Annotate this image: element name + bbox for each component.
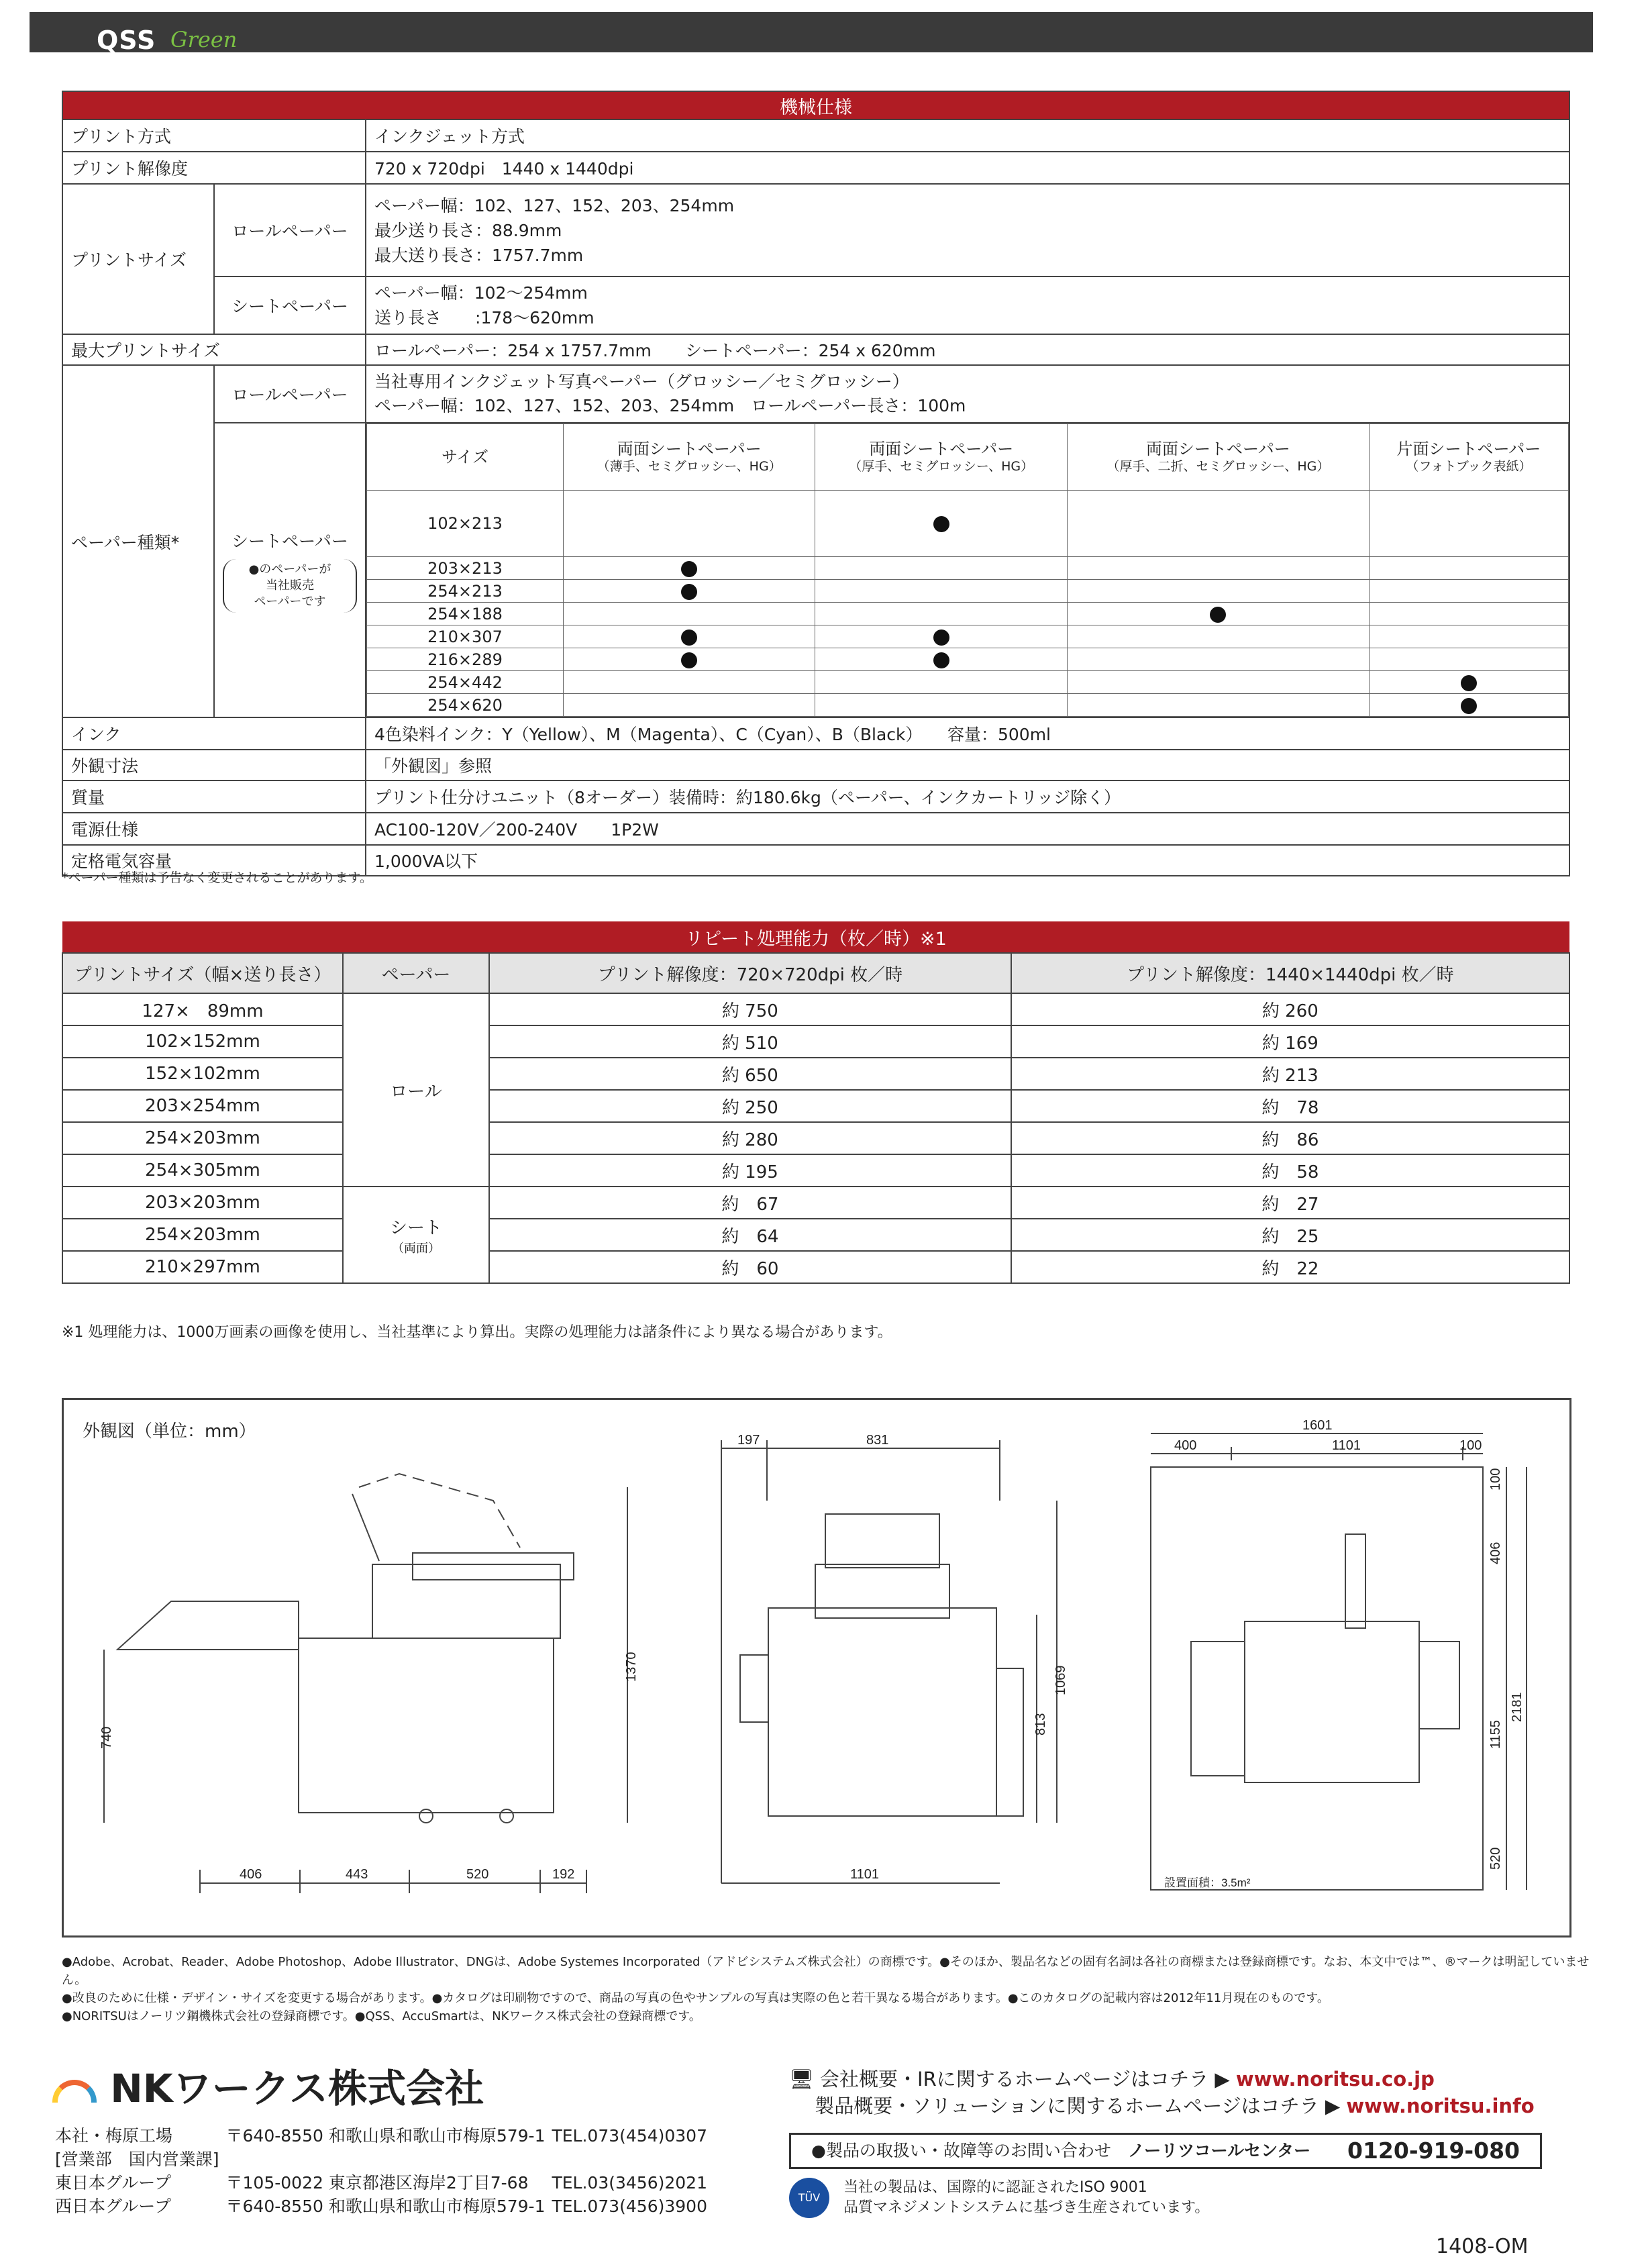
paper-size: 102×213: [367, 491, 564, 557]
call-center: ●製品の取扱い・故障等のお問い合わせ ノーリツコールセンター 0120-919-080: [789, 2133, 1542, 2169]
paper-size-row: [367, 557, 1569, 580]
col-header: プリントサイズ（幅×送り長さ）: [62, 953, 343, 993]
paper-mark: [564, 694, 815, 717]
paper-mark: [564, 557, 815, 580]
front-view: [721, 1440, 1057, 1883]
paper-mark: [1067, 648, 1369, 671]
spec-label: 外観寸法: [62, 750, 366, 781]
spec-value: 720 x 720dpi 1440 x 1440dpi: [366, 152, 1569, 184]
monitor-icon: 🖥: [789, 2068, 814, 2091]
throughput-720: 約 64: [489, 1219, 1011, 1251]
area-label: 設置面積：3.5m²: [1164, 1876, 1251, 1889]
link-url[interactable]: www.noritsu.info: [1346, 2095, 1535, 2117]
throughput-1440: 約 25: [1011, 1219, 1569, 1251]
dim-label: 100: [1488, 1468, 1503, 1491]
throughput-720: 約 750: [489, 993, 1011, 1025]
paper-mark: [815, 625, 1067, 648]
available-dot-icon: [1210, 607, 1226, 623]
side-view: [104, 1474, 627, 1893]
throughput-1440: 約 260: [1011, 993, 1569, 1025]
available-dot-icon: [681, 584, 697, 600]
spec-table: [62, 91, 1570, 876]
top-bar: [30, 12, 1593, 55]
print-size: 102×152mm: [62, 1025, 343, 1058]
spec-value: ペーパー幅：102〜254mm 送り長さ :178〜620mm: [366, 276, 1569, 334]
available-dot-icon: [681, 652, 697, 668]
throughput-720: 約 510: [489, 1025, 1011, 1058]
paper-mark: [1067, 491, 1369, 557]
dimension-drawing: [62, 1398, 1571, 1937]
paper-size: 254×213: [367, 580, 564, 603]
paper-size-row: [367, 671, 1569, 694]
dim-label: 740: [99, 1726, 114, 1749]
spec-label: 質量: [62, 781, 366, 813]
iso-note: TÜV 当社の製品は、国際的に認証されたISO 9001 品質マネジメントシステムに基づき生産されています。: [789, 2178, 1209, 2218]
throughput-1440: 約 169: [1011, 1025, 1569, 1058]
paper-mark: [1369, 557, 1568, 580]
spec-footnote: *ペーパー種類は予告なく変更されることがあります。: [62, 870, 373, 885]
dim-label: 1155: [1488, 1719, 1503, 1749]
paper-mark: [815, 580, 1067, 603]
paper-mark: [1369, 671, 1568, 694]
dim-label: 1370: [624, 1652, 639, 1682]
col-header: プリント解像度：720×720dpi 枚／時: [489, 953, 1011, 993]
dim-label: 406: [1488, 1542, 1503, 1564]
available-dot-icon: [933, 630, 949, 646]
available-dot-icon: [1461, 675, 1477, 691]
col-header: 両面シートペーパー （薄手、セミグロッシー、HG）: [564, 424, 815, 491]
paper-kind: シート （両面）: [343, 1187, 489, 1283]
col-header: 両面シートペーパー （厚手、セミグロッシー、HG）: [815, 424, 1067, 491]
throughput-1440: 約 78: [1011, 1090, 1569, 1122]
repeat-row: [62, 1219, 1569, 1251]
paper-size: 254×620: [367, 694, 564, 717]
paper-size-row: [367, 491, 1569, 557]
repeat-row: [62, 1122, 1569, 1154]
throughput-1440: 約 58: [1011, 1154, 1569, 1187]
spec-label: 定格電気容量: [62, 845, 366, 876]
throughput-720: 約 650: [489, 1058, 1011, 1090]
paper-mark: [564, 580, 815, 603]
office-list: 本社・梅原工場 〒640-8550 和歌山県和歌山市梅原579-1 TEL.073(454)0307 [営業部 国内営業課] 東日本グループ 〒105-0022 東京都港区海岸2丁目7-68 TEL.03(3456)2021 西日本グループ 〒640-8550 和歌山県和歌山市梅原579-1 TEL.073(456)3900: [55, 2126, 707, 2216]
spec-label: プリント解像度: [62, 152, 366, 184]
spec-sublabel: ロールペーパー: [214, 365, 366, 423]
link-url[interactable]: www.noritsu.co.jp: [1235, 2068, 1435, 2091]
dim-label: 1069: [1053, 1665, 1068, 1695]
paper-mark: [1369, 648, 1568, 671]
spec-value: 当社専用インクジェット写真ペーパー（グロッシー／セミグロッシー） ペーパー幅：102、127、152、203、254mm ロールペーパー長さ：100m: [366, 365, 1569, 423]
paper-mark: [1067, 694, 1369, 717]
print-size: 254×305mm: [62, 1154, 343, 1187]
paper-mark: [1369, 625, 1568, 648]
spec-sublabel: ロールペーパー: [214, 184, 366, 276]
paper-size: 254×442: [367, 671, 564, 694]
paper-mark: [815, 491, 1067, 557]
throughput-1440: 約 22: [1011, 1251, 1569, 1283]
print-size: 254×203mm: [62, 1219, 343, 1251]
legal-notes: ●Adobe、Acrobat、Reader、Adobe Photoshop、Adobe Illustrator、DNGは、Adobe Systemes Incorporated（アドビシステムズ株式会社）の商標です。●そのほか、製品名などの固有名詞は各社の商標または登録商標です。なお、本文中では™、®マークは明記していません。 ●改良のために仕様・デザイン・サイズを変更する場合があります。●カタログは印刷物ですので、商品の写真の色やサンプルの写真は実際の色と若干異なる場合があります。●このカタログの記載内容は2012年11月現在のものです。 ●NORITSUはノーリツ鋼機株式会社の登録商標です。●QSS、AccuSmartは、NKワークス株式会社の登録商標です。: [62, 1955, 1590, 2023]
spec-value: ペーパー幅：102、127、152、203、254mm 最少送り長さ：88.9mm 最大送り長さ：1757.7mm: [366, 184, 1569, 276]
dim-label: 831: [866, 1433, 889, 1448]
dim-label: 197: [737, 1433, 760, 1448]
repeat-row: [62, 1058, 1569, 1090]
repeat-title: リピート処理能力（枚／時）※1: [62, 921, 1569, 953]
paper-mark: [564, 671, 815, 694]
paper-mark: [564, 603, 815, 625]
repeat-table: [62, 921, 1570, 1284]
page-code: 1408-OM: [1436, 2235, 1529, 2258]
repeat-note: ※1 処理能力は、1000万画素の画像を使用し、当社基準により算出。実際の処理能力は諸条件により異なる場合があります。: [62, 1324, 892, 1341]
spec-value: 1,000VA以下: [366, 845, 1569, 876]
paper-mark: [815, 694, 1067, 717]
available-dot-icon: [681, 630, 697, 646]
paper-mark: [815, 557, 1067, 580]
repeat-row: [62, 1154, 1569, 1187]
paper-mark: [1369, 580, 1568, 603]
paper-size: 254×188: [367, 603, 564, 625]
rainbow-icon: [52, 2080, 97, 2103]
paper-size: 216×289: [367, 648, 564, 671]
throughput-720: 約 67: [489, 1187, 1011, 1219]
repeat-row: [62, 1251, 1569, 1283]
print-size: 127× 89mm: [62, 993, 343, 1025]
paper-mark: [1369, 603, 1568, 625]
paper-mark: [1067, 671, 1369, 694]
spec-label: ペーパー種類*: [62, 365, 214, 717]
throughput-720: 約 280: [489, 1122, 1011, 1154]
throughput-1440: 約 86: [1011, 1122, 1569, 1154]
throughput-1440: 約 213: [1011, 1058, 1569, 1090]
available-dot-icon: [681, 561, 697, 577]
drawings-svg: [64, 1400, 1569, 1935]
repeat-row: [62, 1187, 1569, 1219]
print-size: 203×254mm: [62, 1090, 343, 1122]
dim-label: 100: [1459, 1438, 1482, 1453]
col-header: プリント解像度：1440×1440dpi 枚／時: [1011, 953, 1569, 993]
company-logo: NKワークス株式会社: [52, 2057, 484, 2113]
brand-logo: QSS: [97, 26, 156, 55]
dim-label: 406: [240, 1867, 262, 1882]
top-view: [1151, 1433, 1527, 1890]
spec-sublabel: シートペーパー ●のペーパーが 当社販売 ペーパーです: [214, 423, 366, 717]
paper-size-row: [367, 648, 1569, 671]
print-size: 152×102mm: [62, 1058, 343, 1090]
paper-type-table: [366, 423, 1569, 717]
col-header: 片面シートペーパー （フォトブック表紙）: [1369, 424, 1568, 491]
spec-value: AC100-120V／200-240V 1P2W: [366, 813, 1569, 845]
col-header: 両面シートペーパー （厚手、二折、セミグロッシー、HG）: [1067, 424, 1369, 491]
paper-size: 210×307: [367, 625, 564, 648]
paper-mark: [1067, 557, 1369, 580]
dim-label: 520: [1488, 1847, 1503, 1870]
tuv-badge-icon: TÜV: [789, 2178, 829, 2218]
throughput-1440: 約 27: [1011, 1187, 1569, 1219]
paper-mark: [1067, 625, 1369, 648]
spec-value: プリント仕分けユニット（8オーダー）装備時：約180.6kg（ペーパー、インクカートリッジ除く）: [366, 781, 1569, 813]
paper-mark: [815, 603, 1067, 625]
available-dot-icon: [933, 652, 949, 668]
available-dot-icon: [933, 516, 949, 532]
throughput-720: 約 250: [489, 1090, 1011, 1122]
paper-mark: [1369, 491, 1568, 557]
paper-size-row: [367, 625, 1569, 648]
available-dot-icon: [1461, 698, 1477, 714]
dim-label: 400: [1174, 1438, 1197, 1453]
dim-label: 192: [552, 1867, 575, 1882]
web-links: 🖥 会社概要・IRに関するホームページはコチラ ▶ www.noritsu.co.jp 製品概要・ソリューションに関するホームページはコチラ ▶ www.noritsu.info: [789, 2068, 1535, 2117]
paper-size-row: [367, 694, 1569, 717]
paper-mark: [815, 648, 1067, 671]
paper-mark: [1369, 694, 1568, 717]
dim-label: 520: [466, 1867, 489, 1882]
paper-size-row: [367, 580, 1569, 603]
spec-value: 4色染料インク：Y（Yellow）、M（Magenta）、C（Cyan）、B（Black） 容量：500ml: [366, 717, 1569, 750]
throughput-720: 約 195: [489, 1154, 1011, 1187]
dim-label: 2181: [1510, 1692, 1525, 1722]
spec-label: 最大プリントサイズ: [62, 334, 366, 365]
sheet-note: ●のペーパーが: [248, 562, 331, 576]
spec-value: ロールペーパー：254 x 1757.7mm シートペーパー：254 x 620mm: [366, 334, 1569, 365]
paper-kind: ロール: [343, 993, 489, 1187]
paper-size: 203×213: [367, 557, 564, 580]
repeat-row: [62, 993, 1569, 1025]
dim-label: 1101: [850, 1867, 880, 1882]
drawing-title: 外観図（単位：mm）: [83, 1421, 256, 1442]
spec-value: インクジェット方式: [366, 119, 1569, 152]
spec-label: インク: [62, 717, 366, 750]
spec-label: プリント方式: [62, 119, 366, 152]
repeat-row: [62, 1025, 1569, 1058]
paper-mark: [1067, 603, 1369, 625]
spec-sublabel: シートペーパー: [214, 276, 366, 334]
dim-label: 1101: [1332, 1438, 1361, 1453]
spec-label: 電源仕様: [62, 813, 366, 845]
paper-mark: [815, 671, 1067, 694]
print-size: 254×203mm: [62, 1122, 343, 1154]
dim-label: 813: [1033, 1713, 1048, 1735]
print-size: 203×203mm: [62, 1187, 343, 1219]
spec-title: 機械仕様: [62, 91, 1569, 119]
spec-value: 「外観図」参照: [366, 750, 1569, 781]
col-header: ペーパー: [343, 953, 489, 993]
paper-mark: [564, 648, 815, 671]
dim-label: 1601: [1302, 1418, 1333, 1433]
phone-number[interactable]: 0120-919-080: [1347, 2137, 1520, 2164]
paper-size-row: [367, 603, 1569, 625]
brand-sub: Green: [170, 27, 238, 52]
throughput-720: 約 60: [489, 1251, 1011, 1283]
print-size: 210×297mm: [62, 1251, 343, 1283]
paper-mark: [564, 625, 815, 648]
dim-label: 443: [346, 1867, 368, 1882]
repeat-row: [62, 1090, 1569, 1122]
paper-mark: [1067, 580, 1369, 603]
paper-mark: [564, 491, 815, 557]
spec-label: プリントサイズ: [62, 184, 214, 334]
col-header: サイズ: [367, 424, 564, 491]
